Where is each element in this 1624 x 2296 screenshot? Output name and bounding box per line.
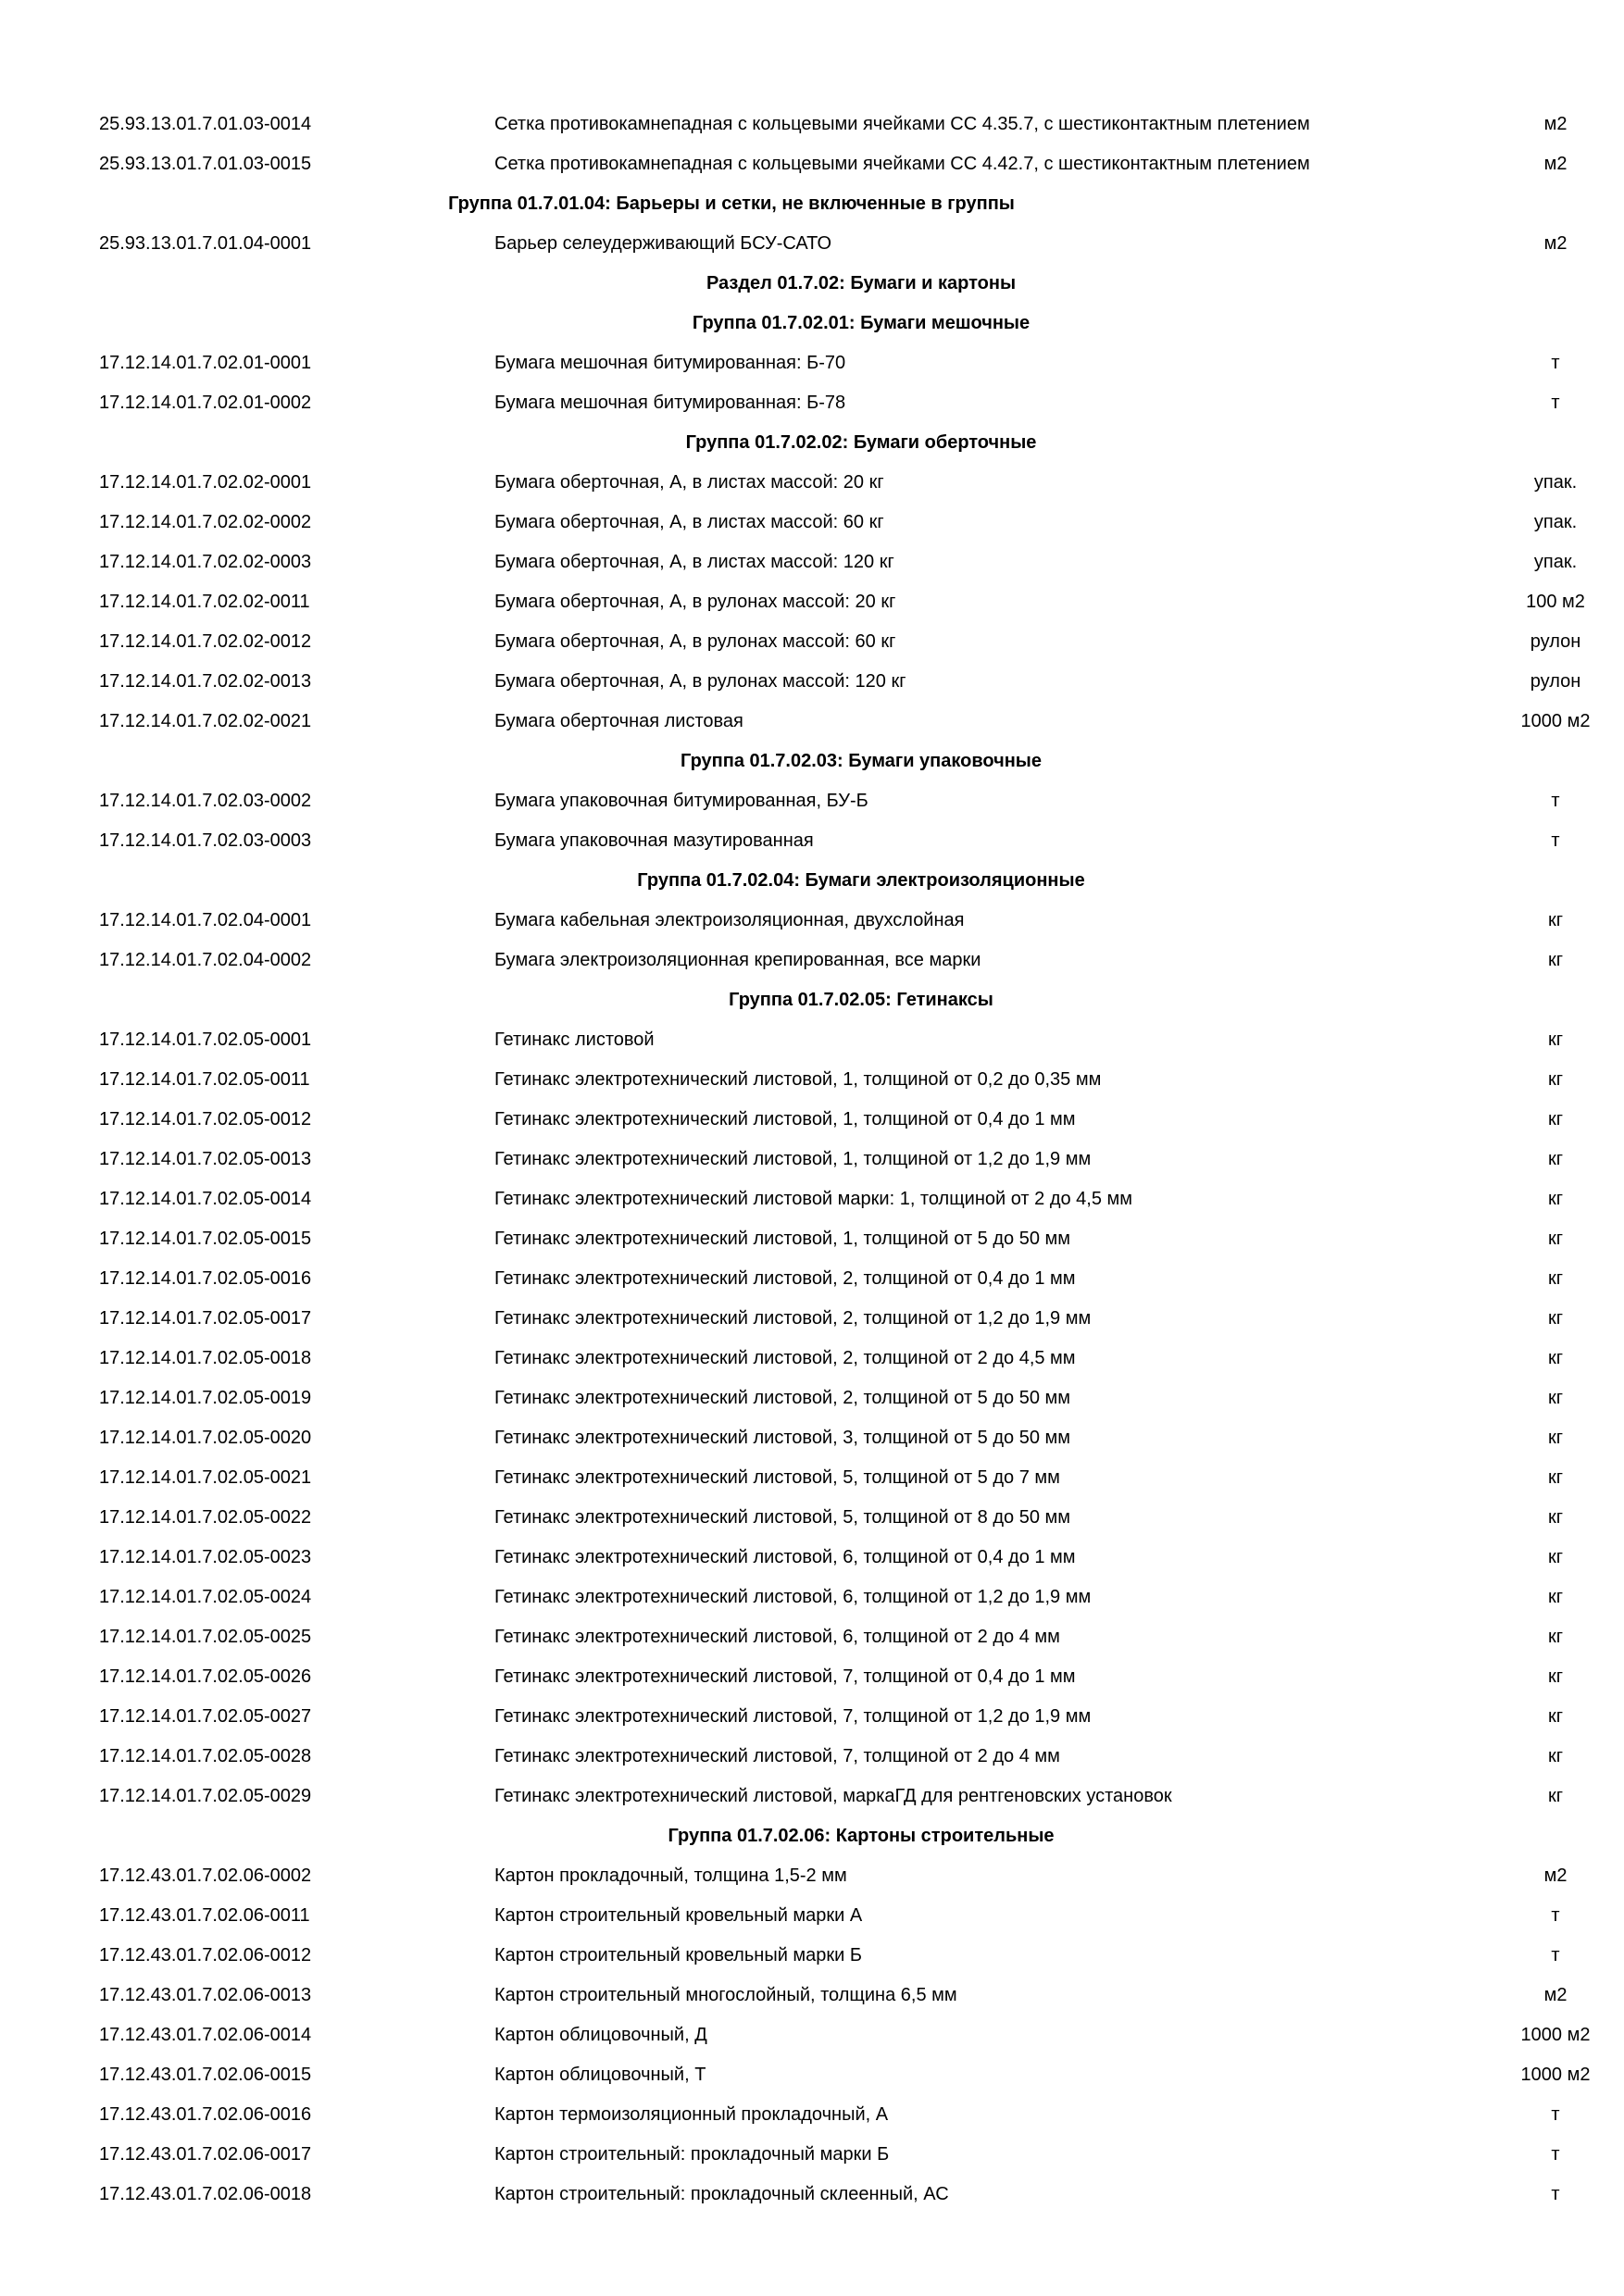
resource-name: Бумага оберточная, А, в листах массой: 20 кг: [494, 472, 884, 493]
unit-of-measure: м2: [1543, 1985, 1568, 2005]
resource-code: 17.12.14.01.7.02.05-0021: [99, 1467, 312, 1488]
table-row: [0, 1298, 1624, 1338]
unit-of-measure: упак.: [1533, 552, 1578, 572]
resource-name: Гетинакс электротехнический листовой, 6, толщиной от 0,4 до 1 мм: [494, 1547, 1076, 1567]
table-row: [0, 2015, 1624, 2054]
table-row: [0, 661, 1624, 701]
table-row: [0, 1019, 1624, 1059]
resource-name: Гетинакс электротехнический листовой, маркаГД для рентгеновских установок: [494, 1786, 1172, 1806]
resource-name: Гетинакс электротехнический листовой, 2, толщиной от 0,4 до 1 мм: [494, 1268, 1076, 1289]
unit-of-measure: 1000 м2: [1520, 2065, 1591, 2085]
group-header-title: Группа 01.7.02.04: Бумаги электроизоляционные: [637, 870, 1085, 891]
resource-code: 17.12.14.01.7.02.05-0025: [99, 1627, 312, 1647]
unit-of-measure: рулон: [1530, 631, 1581, 652]
resource-code: 17.12.43.01.7.02.06-0002: [99, 1866, 312, 1886]
resource-name: Бумага оберточная, А, в рулонах массой: 120 кг: [494, 671, 906, 692]
table-row: [0, 1935, 1624, 1975]
resource-code: 17.12.43.01.7.02.06-0014: [99, 2025, 312, 2045]
group-header-row: [0, 183, 1624, 223]
resource-code: 17.12.14.01.7.02.05-0015: [99, 1229, 312, 1249]
unit-of-measure: кг: [1547, 1149, 1564, 1169]
table-row: [0, 1537, 1624, 1577]
resource-name: Бумага кабельная электроизоляционная, двухслойная: [494, 910, 965, 930]
resource-name: Гетинакс электротехнический листовой, 5, толщиной от 5 до 7 мм: [494, 1467, 1060, 1488]
unit-of-measure: т: [1551, 2104, 1560, 2125]
resource-code: 17.12.14.01.7.02.04-0002: [99, 950, 312, 970]
unit-of-measure: 100 м2: [1526, 592, 1585, 612]
resource-name: Бумага оберточная, А, в рулонах массой: 60 кг: [494, 631, 896, 652]
unit-of-measure: м2: [1543, 114, 1568, 134]
table-row: [0, 343, 1624, 382]
unit-of-measure: т: [1551, 1945, 1560, 1965]
resource-code: 17.12.14.01.7.02.02-0003: [99, 552, 312, 572]
resource-name: Картон строительный кровельный марки А: [494, 1905, 863, 1926]
unit-of-measure: м2: [1543, 154, 1568, 174]
resource-name: Картон термоизоляционный прокладочный, А: [494, 2104, 889, 2125]
resource-code: 17.12.43.01.7.02.06-0017: [99, 2144, 312, 2165]
table-row: [0, 1975, 1624, 2015]
resource-name: Картон прокладочный, толщина 1,5-2 мм: [494, 1866, 847, 1886]
resource-name: Гетинакс электротехнический листовой, 1, толщиной от 0,4 до 1 мм: [494, 1109, 1076, 1129]
resource-code: 17.12.14.01.7.02.02-0011: [99, 592, 310, 612]
resource-name: Гетинакс электротехнический листовой, 2, толщиной от 2 до 4,5 мм: [494, 1348, 1076, 1368]
table-row: [0, 502, 1624, 542]
unit-of-measure: кг: [1547, 1029, 1564, 1050]
resource-code: 17.12.14.01.7.02.05-0011: [99, 1069, 310, 1090]
resource-code: 17.12.14.01.7.02.02-0013: [99, 671, 312, 692]
unit-of-measure: кг: [1547, 1308, 1564, 1329]
table-row: [0, 1139, 1624, 1179]
table-row: [0, 1497, 1624, 1537]
price-list-table: [0, 104, 1624, 2214]
table-row: [0, 1616, 1624, 1656]
resource-code: 17.12.14.01.7.02.05-0026: [99, 1666, 312, 1687]
unit-of-measure: кг: [1547, 1547, 1564, 1567]
resource-name: Бумага оберточная листовая: [494, 711, 743, 731]
group-header-title: Раздел 01.7.02: Бумаги и картоны: [706, 273, 1017, 293]
group-header-title: Группа 01.7.02.05: Гетинаксы: [729, 990, 993, 1010]
unit-of-measure: кг: [1547, 1507, 1564, 1528]
resource-name: Гетинакс электротехнический листовой, 2, толщиной от 1,2 до 1,9 мм: [494, 1308, 1092, 1329]
unit-of-measure: т: [1551, 353, 1560, 373]
unit-of-measure: рулон: [1530, 671, 1581, 692]
table-row: [0, 144, 1624, 183]
resource-name: Гетинакс электротехнический листовой, 1, толщиной от 0,2 до 0,35 мм: [494, 1069, 1102, 1090]
table-row: [0, 780, 1624, 820]
resource-name: Бумага электроизоляционная крепированная, все марки: [494, 950, 981, 970]
group-header-row: [0, 303, 1624, 343]
table-row: [0, 2054, 1624, 2094]
unit-of-measure: кг: [1547, 910, 1564, 930]
resource-code: 17.12.14.01.7.02.05-0019: [99, 1388, 312, 1408]
resource-code: 25.93.13.01.7.01.04-0001: [99, 233, 312, 254]
table-row: [0, 1577, 1624, 1616]
table-row: [0, 1417, 1624, 1457]
unit-of-measure: кг: [1547, 1348, 1564, 1368]
resource-name: Сетка противокамнепадная с кольцевыми ячейками СС 4.35.7, с шестиконтактным плетением: [494, 114, 1310, 134]
table-row: [0, 1696, 1624, 1736]
table-row: [0, 1776, 1624, 1816]
resource-code: 17.12.14.01.7.02.03-0002: [99, 791, 312, 811]
table-row: [0, 382, 1624, 422]
resource-name: Гетинакс электротехнический листовой, 7, толщиной от 2 до 4 мм: [494, 1746, 1060, 1766]
table-row: [0, 1378, 1624, 1417]
table-row: [0, 1179, 1624, 1218]
table-row: [0, 820, 1624, 860]
unit-of-measure: т: [1551, 830, 1560, 851]
resource-code: 17.12.14.01.7.02.05-0001: [99, 1029, 312, 1050]
resource-code: 17.12.43.01.7.02.06-0013: [99, 1985, 312, 2005]
resource-code: 17.12.14.01.7.02.05-0020: [99, 1428, 312, 1448]
unit-of-measure: кг: [1547, 950, 1564, 970]
group-header-title: Группа 01.7.02.03: Бумаги упаковочные: [681, 751, 1042, 771]
resource-name: Гетинакс электротехнический листовой, 2, толщиной от 5 до 50 мм: [494, 1388, 1071, 1408]
resource-code: 17.12.14.01.7.02.04-0001: [99, 910, 312, 930]
table-row: [0, 581, 1624, 621]
unit-of-measure: 1000 м2: [1520, 711, 1591, 731]
resource-name: Сетка противокамнепадная с кольцевыми ячейками СС 4.42.7, с шестиконтактным плетением: [494, 154, 1310, 174]
unit-of-measure: кг: [1547, 1388, 1564, 1408]
table-row: [0, 1656, 1624, 1696]
resource-name: Картон строительный многослойный, толщина 6,5 мм: [494, 1985, 957, 2005]
resource-code: 17.12.14.01.7.02.05-0027: [99, 1706, 312, 1727]
unit-of-measure: кг: [1547, 1467, 1564, 1488]
table-row: [0, 2094, 1624, 2134]
resource-code: 17.12.14.01.7.02.03-0003: [99, 830, 312, 851]
unit-of-measure: кг: [1547, 1069, 1564, 1090]
resource-name: Бумага мешочная битумированная: Б-78: [494, 393, 846, 413]
resource-name: Картон строительный: прокладочный склеенный, АС: [494, 2184, 949, 2204]
resource-code: 17.12.14.01.7.02.05-0016: [99, 1268, 312, 1289]
unit-of-measure: упак.: [1533, 512, 1578, 532]
unit-of-measure: кг: [1547, 1229, 1564, 1249]
resource-code: 17.12.14.01.7.02.05-0028: [99, 1746, 312, 1766]
table-row: [0, 1895, 1624, 1935]
unit-of-measure: т: [1551, 791, 1560, 811]
resource-code: 17.12.43.01.7.02.06-0015: [99, 2065, 312, 2085]
table-row: [0, 104, 1624, 144]
resource-name: Гетинакс электротехнический листовой, 7, толщиной от 0,4 до 1 мм: [494, 1666, 1076, 1687]
resource-name: Гетинакс электротехнический листовой, 1, толщиной от 5 до 50 мм: [494, 1229, 1071, 1249]
unit-of-measure: кг: [1547, 1666, 1564, 1687]
resource-code: 17.12.43.01.7.02.06-0012: [99, 1945, 312, 1965]
resource-code: 17.12.43.01.7.02.06-0016: [99, 2104, 312, 2125]
table-row: [0, 542, 1624, 581]
resource-code: 17.12.14.01.7.02.05-0012: [99, 1109, 312, 1129]
unit-of-measure: кг: [1547, 1786, 1564, 1806]
group-header-row: [0, 741, 1624, 780]
resource-code: 17.12.14.01.7.02.02-0002: [99, 512, 312, 532]
table-row: [0, 1736, 1624, 1776]
unit-of-measure: т: [1551, 2144, 1560, 2165]
resource-name: Гетинакс электротехнический листовой, 5, толщиной от 8 до 50 мм: [494, 1507, 1071, 1528]
table-row: [0, 1258, 1624, 1298]
resource-code: 25.93.13.01.7.01.03-0014: [99, 114, 312, 134]
resource-code: 17.12.14.01.7.02.01-0001: [99, 353, 312, 373]
resource-name: Картон строительный кровельный марки Б: [494, 1945, 863, 1965]
resource-code: 17.12.14.01.7.02.02-0012: [99, 631, 312, 652]
resource-name: Бумага оберточная, А, в листах массой: 120 кг: [494, 552, 894, 572]
resource-name: Гетинакс электротехнический листовой, 1, толщиной от 1,2 до 1,9 мм: [494, 1149, 1092, 1169]
resource-name: Картон строительный: прокладочный марки Б: [494, 2144, 890, 2165]
table-row: [0, 1099, 1624, 1139]
unit-of-measure: кг: [1547, 1746, 1564, 1766]
resource-name: Гетинакс электротехнический листовой, 7, толщиной от 1,2 до 1,9 мм: [494, 1706, 1092, 1727]
resource-name: Бумага оберточная, А, в листах массой: 60 кг: [494, 512, 884, 532]
table-row: [0, 462, 1624, 502]
unit-of-measure: упак.: [1533, 472, 1578, 493]
resource-name: Гетинакс электротехнический листовой, 6, толщиной от 2 до 4 мм: [494, 1627, 1060, 1647]
group-header-row: [0, 1816, 1624, 1855]
resource-name: Гетинакс электротехнический листовой марки: 1, толщиной от 2 до 4,5 мм: [494, 1189, 1133, 1209]
unit-of-measure: м2: [1543, 233, 1568, 254]
table-row: [0, 621, 1624, 661]
unit-of-measure: т: [1551, 2184, 1560, 2204]
unit-of-measure: т: [1551, 393, 1560, 413]
table-row: [0, 223, 1624, 263]
table-row: [0, 701, 1624, 741]
table-row: [0, 1218, 1624, 1258]
group-header-row: [0, 263, 1624, 303]
unit-of-measure: кг: [1547, 1706, 1564, 1727]
table-row: [0, 1855, 1624, 1895]
table-row: [0, 1059, 1624, 1099]
resource-code: 17.12.14.01.7.02.05-0029: [99, 1786, 312, 1806]
resource-code: 17.12.14.01.7.02.02-0001: [99, 472, 312, 493]
unit-of-measure: т: [1551, 1905, 1560, 1926]
unit-of-measure: 1000 м2: [1520, 2025, 1591, 2045]
resource-code: 25.93.13.01.7.01.03-0015: [99, 154, 312, 174]
resource-code: 17.12.14.01.7.02.05-0017: [99, 1308, 312, 1329]
resource-name: Картон облицовочный, Д: [494, 2025, 707, 2045]
table-row: [0, 940, 1624, 980]
resource-name: Бумага мешочная битумированная: Б-70: [494, 353, 846, 373]
unit-of-measure: кг: [1547, 1109, 1564, 1129]
table-row: [0, 2174, 1624, 2214]
resource-code: 17.12.14.01.7.02.05-0022: [99, 1507, 312, 1528]
group-header-row: [0, 860, 1624, 900]
resource-name: Бумага оберточная, А, в рулонах массой: 20 кг: [494, 592, 896, 612]
resource-name: Барьер селеудерживающий БСУ-САТО: [494, 233, 832, 254]
resource-name: Гетинакс листовой: [494, 1029, 655, 1050]
resource-code: 17.12.14.01.7.02.01-0002: [99, 393, 312, 413]
resource-code: 17.12.14.01.7.02.05-0014: [99, 1189, 312, 1209]
resource-code: 17.12.14.01.7.02.02-0021: [99, 711, 312, 731]
resource-code: 17.12.14.01.7.02.05-0013: [99, 1149, 312, 1169]
resource-code: 17.12.43.01.7.02.06-0011: [99, 1905, 310, 1926]
unit-of-measure: кг: [1547, 1587, 1564, 1607]
resource-code: 17.12.14.01.7.02.05-0023: [99, 1547, 312, 1567]
resource-code: 17.12.14.01.7.02.05-0024: [99, 1587, 312, 1607]
resource-name: Бумага упаковочная битумированная, БУ-Б: [494, 791, 868, 811]
group-header-title: Группа 01.7.02.06: Картоны строительные: [668, 1826, 1055, 1846]
table-row: [0, 1338, 1624, 1378]
group-header-row: [0, 980, 1624, 1019]
table-row: [0, 900, 1624, 940]
group-header-title: Группа 01.7.02.01: Бумаги мешочные: [692, 313, 1031, 333]
unit-of-measure: м2: [1543, 1866, 1568, 1886]
resource-name: Картон облицовочный, Т: [494, 2065, 706, 2085]
group-header-title: Группа 01.7.01.04: Барьеры и сетки, не включенные в группы: [448, 193, 1015, 214]
unit-of-measure: кг: [1547, 1268, 1564, 1289]
unit-of-measure: кг: [1547, 1627, 1564, 1647]
resource-code: 17.12.43.01.7.02.06-0018: [99, 2184, 312, 2204]
resource-name: Гетинакс электротехнический листовой, 3, толщиной от 5 до 50 мм: [494, 1428, 1071, 1448]
unit-of-measure: кг: [1547, 1189, 1564, 1209]
table-row: [0, 1457, 1624, 1497]
unit-of-measure: кг: [1547, 1428, 1564, 1448]
resource-name: Гетинакс электротехнический листовой, 6, толщиной от 1,2 до 1,9 мм: [494, 1587, 1092, 1607]
resource-name: Бумага упаковочная мазутированная: [494, 830, 814, 851]
table-row: [0, 2134, 1624, 2174]
resource-code: 17.12.14.01.7.02.05-0018: [99, 1348, 312, 1368]
group-header-row: [0, 422, 1624, 462]
group-header-title: Группа 01.7.02.02: Бумаги оберточные: [685, 432, 1037, 453]
